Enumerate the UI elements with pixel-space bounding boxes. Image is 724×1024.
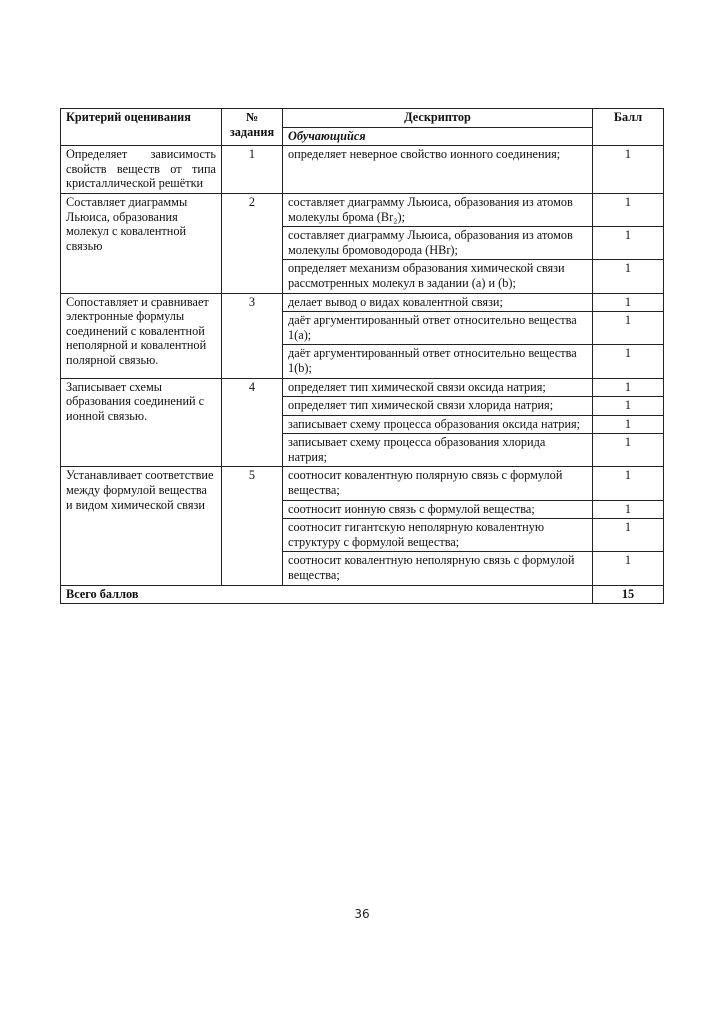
points-cell: 1 — [593, 500, 664, 519]
points-cell: 1 — [593, 193, 664, 226]
descriptor-cell: соотносит гигантскую неполярную ковалентную структуру с формулой вещества; — [283, 519, 593, 552]
points-cell: 1 — [593, 227, 664, 260]
descriptor-cell: определяет тип химической связи хлорида натрия; — [283, 397, 593, 416]
descriptor-cell: соотносит ионную связь с формулой вещества; — [283, 500, 593, 519]
task-number-cell: 4 — [222, 378, 283, 467]
task-number-cell: 3 — [222, 293, 283, 378]
table-row — [61, 146, 664, 194]
criterion-cell: Устанавливает соответствие между формулой вещества и видом химической связи — [61, 467, 222, 585]
points-cell: 1 — [593, 552, 664, 585]
descriptor-cell: соотносит ковалентную неполярную связь с формулой вещества; — [283, 552, 593, 585]
total-label: Всего баллов — [61, 585, 593, 604]
descriptor-cell: даёт аргументированный ответ относительно вещества 1(b); — [283, 345, 593, 378]
page-number: 36 — [354, 907, 370, 921]
task-number-cell: 5 — [222, 467, 283, 585]
header-task-number: № задания — [222, 109, 283, 146]
descriptor-cell: составляет диаграмму Льюиса, образования из атомов молекулы бромоводорода (HBr); — [283, 227, 593, 260]
descriptor-cell: делает вывод о видах ковалентной связи; — [283, 293, 593, 312]
total-row — [61, 585, 664, 604]
descriptor-cell: соотносит ковалентную полярную связь с формулой вещества; — [283, 467, 593, 500]
descriptor-cell: определяет тип химической связи оксида натрия; — [283, 378, 593, 397]
descriptor-cell: определяет неверное свойство ионного соединения; — [283, 146, 593, 194]
points-cell: 1 — [593, 146, 664, 194]
table-header-row — [61, 109, 664, 128]
task-number-cell: 2 — [222, 193, 283, 293]
task-number-cell: 1 — [222, 146, 283, 194]
criterion-cell: Записывает схемы образования соединений с ионной связью. — [61, 378, 222, 467]
descriptor-cell: записывает схему процесса образования хлорида натрия; — [283, 434, 593, 467]
points-cell: 1 — [593, 293, 664, 312]
descriptor-cell: записывает схему процесса образования оксида натрия; — [283, 415, 593, 434]
table-row — [61, 293, 664, 312]
header-criterion: Критерий оценивания — [61, 109, 222, 146]
points-cell: 1 — [593, 260, 664, 293]
criterion-cell: Определяет зависимость свойств веществ от типа кристаллической решётки — [61, 146, 222, 194]
points-cell: 1 — [593, 519, 664, 552]
points-cell: 1 — [593, 345, 664, 378]
criterion-cell: Сопоставляет и сравнивает электронные формулы соединений с ковалентной неполярной и ковалентной полярной связью. — [61, 293, 222, 378]
rubric-body — [61, 146, 664, 585]
table-row — [61, 378, 664, 397]
descriptor-cell: составляет диаграмму Льюиса, образования из атомов молекулы брома (Br₂); — [283, 193, 593, 226]
header-descriptor-learner: Обучающийся — [283, 127, 593, 146]
points-cell: 1 — [593, 397, 664, 416]
points-cell: 1 — [593, 434, 664, 467]
points-cell: 1 — [593, 378, 664, 397]
assessment-rubric-table — [60, 108, 664, 604]
points-cell: 1 — [593, 415, 664, 434]
descriptor-cell: определяет механизм образования химической связи рассмотренных молекул в задании (a) и (b); — [283, 260, 593, 293]
table-row — [61, 193, 664, 226]
header-points: Балл — [593, 109, 664, 146]
header-descriptor: Дескриптор — [283, 109, 593, 128]
table-row — [61, 467, 664, 500]
points-cell: 1 — [593, 312, 664, 345]
points-cell: 1 — [593, 467, 664, 500]
descriptor-cell: даёт аргументированный ответ относительно вещества 1(a); — [283, 312, 593, 345]
total-points: 15 — [593, 585, 664, 604]
criterion-cell: Составляет диаграммы Льюиса, образования молекул с ковалентной связью — [61, 193, 222, 293]
